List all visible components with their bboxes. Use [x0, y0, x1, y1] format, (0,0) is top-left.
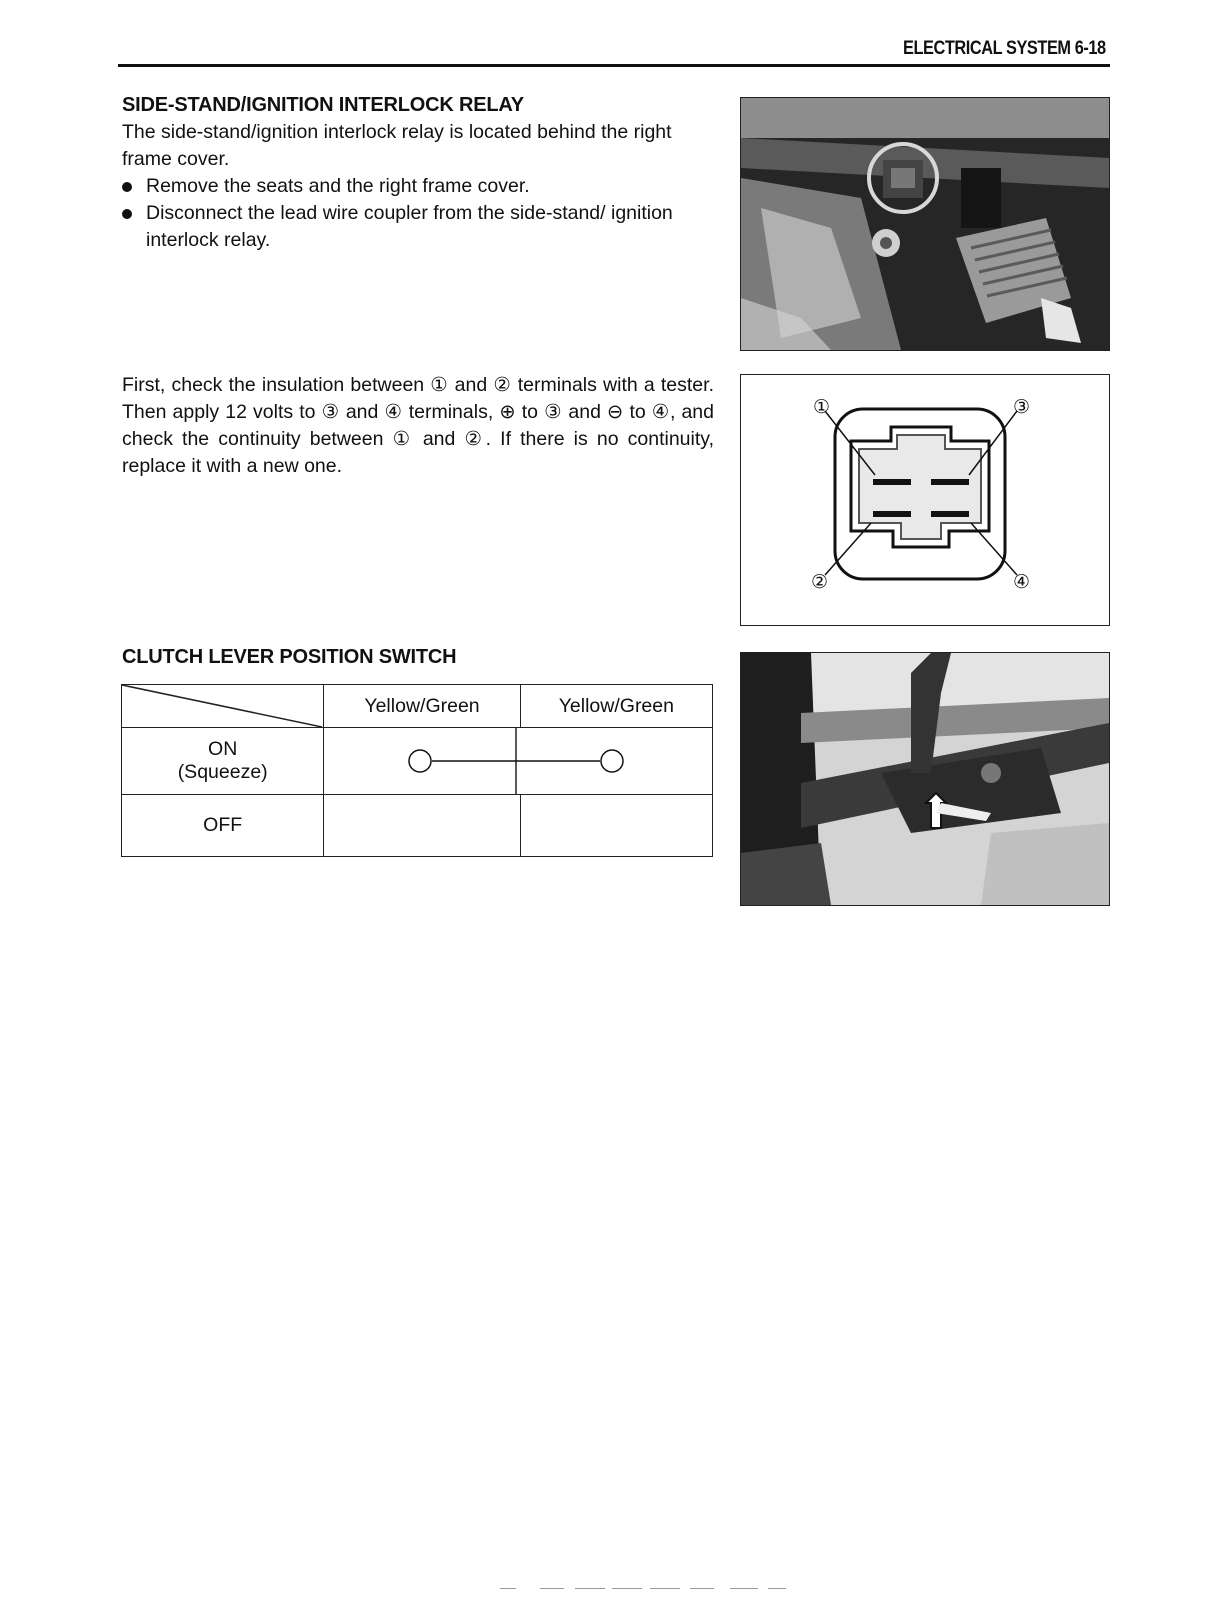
page-title: ELECTRICAL SYSTEM 6-18 — [903, 38, 1106, 59]
table-corner-cell — [122, 685, 324, 728]
relay-section — [122, 94, 712, 254]
footer-mark — [730, 1588, 758, 1589]
terminal-3 — [931, 479, 969, 485]
relay-check-section — [122, 372, 714, 480]
terminal-2 — [873, 511, 911, 517]
relay-check-text: First, check the insulation between ① and ② terminals with a tester. Then apply 12 volts to ③ and ④ terminals, ⊕ to ③ and ⊖ to ④, and check the continuity between ① and ②. If there is no continuity, replace it with a new one. — [122, 374, 714, 477]
bullet-icon — [122, 182, 132, 192]
clutch-lever-photo — [740, 652, 1110, 906]
list-item: Remove the seats and the right frame cover. — [122, 173, 712, 200]
column-header: Yellow/Green — [324, 685, 520, 728]
table-row — [122, 728, 713, 795]
relay-intro: The side-stand/ignition interlock relay is located behind the right frame cover. — [122, 121, 672, 170]
continuity-mark — [324, 728, 706, 794]
terminal-1 — [873, 479, 911, 485]
footer-mark — [500, 1588, 516, 1589]
table-cell — [520, 795, 712, 857]
label-3: ③ — [1013, 396, 1031, 418]
label-4: ④ — [1013, 571, 1031, 593]
list-item: Disconnect the lead wire coupler from the side-stand/ ignition interlock relay. — [122, 200, 712, 254]
column-header: Yellow/Green — [520, 685, 712, 728]
footer-mark — [612, 1588, 642, 1589]
relay-steps — [122, 173, 712, 254]
footer-mark — [540, 1588, 564, 1589]
clutch-section — [122, 646, 456, 669]
clutch-heading: CLUTCH LEVER POSITION SWITCH — [122, 646, 457, 668]
clutch-switch-table — [121, 684, 713, 857]
footer-mark — [690, 1588, 714, 1589]
table-header-row — [122, 685, 713, 728]
page-header — [118, 38, 1110, 67]
footer-mark — [575, 1588, 605, 1589]
footer-mark — [768, 1588, 786, 1589]
label-2: ② — [811, 571, 829, 593]
relay-terminal-diagram — [740, 374, 1110, 626]
bullet-icon — [122, 209, 132, 219]
table-cell — [324, 795, 520, 857]
terminal-4 — [931, 511, 969, 517]
label-1: ① — [813, 396, 831, 418]
footer-mark — [650, 1588, 680, 1589]
row-label: OFF — [122, 795, 324, 857]
row-label: ON (Squeeze) — [122, 728, 324, 795]
continuity-cell — [324, 728, 713, 795]
relay-location-photo — [740, 97, 1110, 351]
table-row — [122, 795, 713, 857]
relay-heading: SIDE-STAND/IGNITION INTERLOCK RELAY — [122, 94, 524, 116]
